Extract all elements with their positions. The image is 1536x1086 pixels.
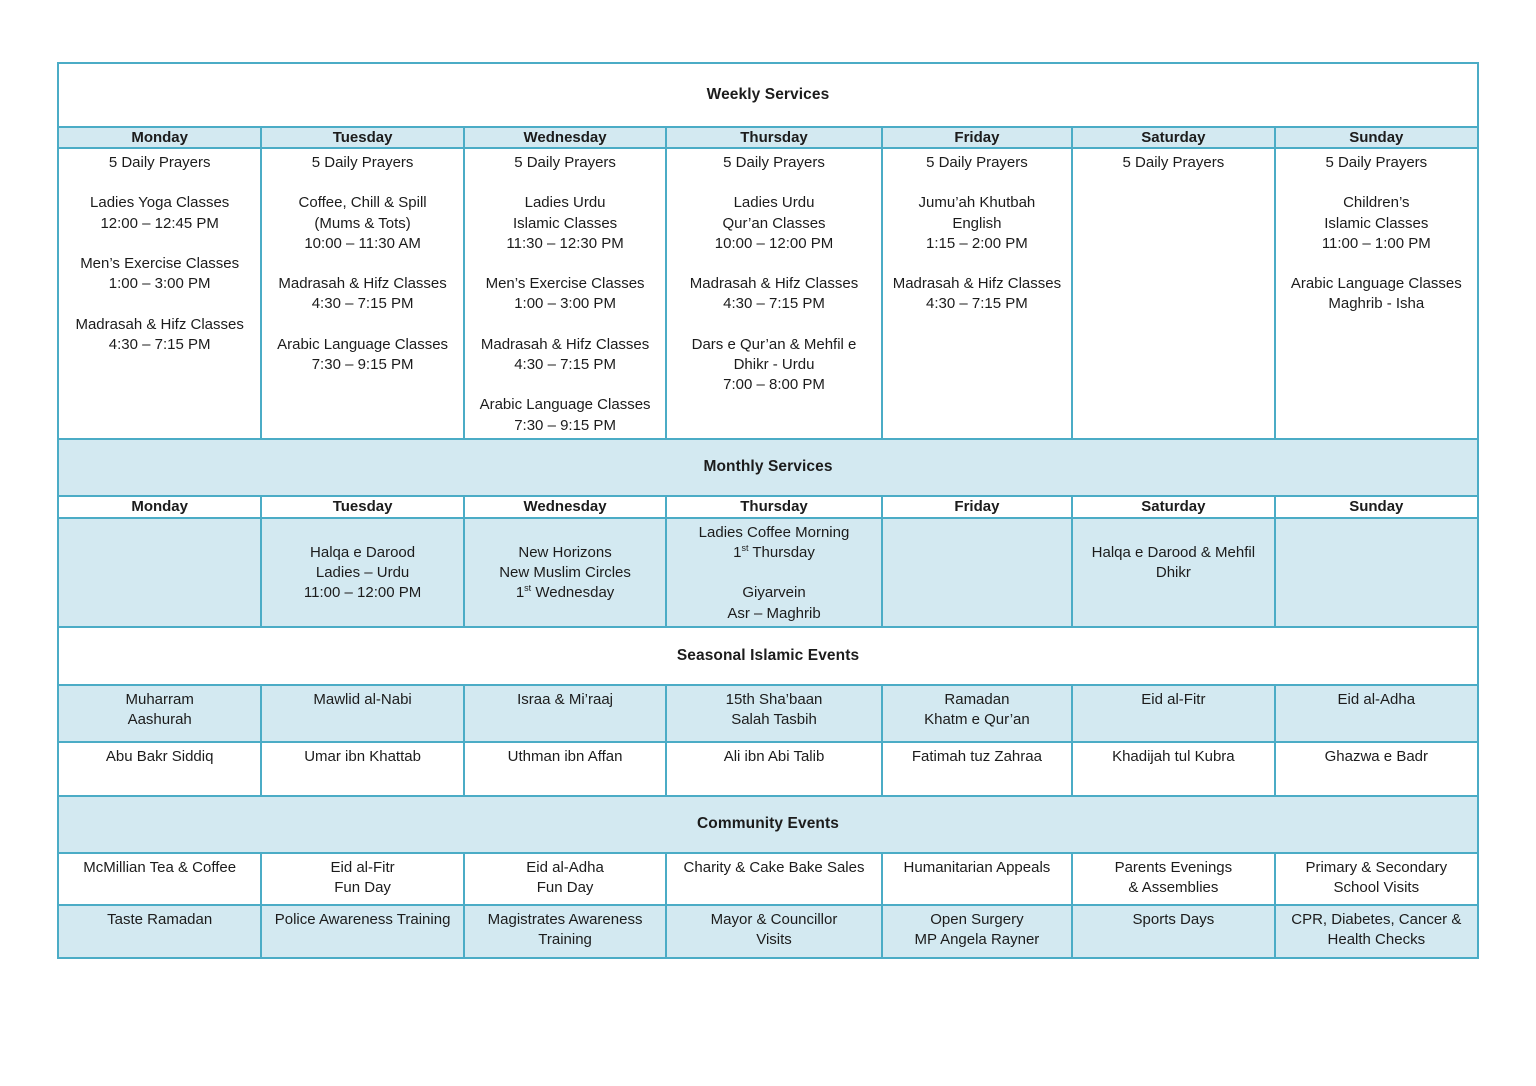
text-line: Mawlid al-Nabi xyxy=(313,690,412,708)
text-line: 4:30 – 7:15 PM xyxy=(723,295,825,313)
text-line xyxy=(63,294,256,314)
text-line: 7:30 – 9:15 PM xyxy=(311,356,414,374)
cell-tuesday xyxy=(260,743,462,795)
text-line: Arabic Language Classes xyxy=(479,396,651,414)
services-schedule-table xyxy=(57,62,1479,959)
content-row xyxy=(59,684,1477,741)
text-line: Islamic Classes xyxy=(1324,214,1429,232)
cell-wednesday xyxy=(463,519,665,626)
text-line: Halqa e Darood & Mehfil xyxy=(1091,544,1256,562)
text-line xyxy=(469,523,661,543)
text-line xyxy=(469,315,661,335)
text-line: 1:00 – 3:00 PM xyxy=(514,295,616,313)
text-line: Coffee, Chill & Spill xyxy=(298,194,427,212)
day-header-friday: Friday xyxy=(881,128,1071,147)
text-line xyxy=(887,173,1067,193)
text-line: 11:00 – 1:00 PM xyxy=(1321,234,1431,252)
text-line: Eid al-Adha xyxy=(1337,690,1416,708)
text-line: Uthman ibn Affan xyxy=(507,747,623,765)
cell-thursday xyxy=(665,906,880,957)
text-line: Halqa e Darood xyxy=(310,544,416,562)
text-line xyxy=(266,315,458,335)
text-line: 5 Daily Prayers xyxy=(1325,154,1428,171)
text-line: Magistrates Awareness xyxy=(487,910,643,928)
day-header-friday: Friday xyxy=(881,497,1071,517)
text-line: Muharram xyxy=(125,690,194,708)
text-line: Ramadan xyxy=(944,690,1010,708)
text-line: Health Checks xyxy=(1327,931,1426,949)
day-header-sunday: Sunday xyxy=(1274,497,1477,517)
text-line: Ladies Urdu xyxy=(733,194,815,212)
section-monthly-services xyxy=(59,438,1477,626)
cell-saturday xyxy=(1071,906,1273,957)
day-header-sunday: Sunday xyxy=(1274,128,1477,147)
text-line xyxy=(671,173,876,193)
cell-wednesday xyxy=(463,743,665,795)
cell-saturday xyxy=(1071,686,1273,741)
cell-wednesday xyxy=(463,149,665,438)
day-header-monday: Monday xyxy=(131,129,188,146)
text-line xyxy=(469,254,661,274)
text-line: Open Surgery xyxy=(930,910,1024,928)
text-line: Sports Days xyxy=(1132,910,1215,928)
day-header-tuesday: Tuesday xyxy=(260,497,462,517)
text-line: Children’s xyxy=(1343,194,1410,212)
cell-saturday xyxy=(1071,743,1273,795)
text-line: 11:00 – 12:00 PM xyxy=(303,584,422,602)
text-line xyxy=(266,523,458,543)
cell-sunday xyxy=(1274,149,1477,438)
section-title-seasonal-islamic-events: Seasonal Islamic Events xyxy=(59,626,1477,684)
text-line: Giyarvein xyxy=(742,584,806,602)
text-line: Ghazwa e Badr xyxy=(1324,747,1428,765)
text-line xyxy=(671,254,876,274)
text-line: Fun Day xyxy=(334,879,391,897)
day-header-row xyxy=(59,495,1477,517)
text-line: Fatimah tuz Zahraa xyxy=(911,747,1042,765)
text-line: Qur’an Classes xyxy=(722,214,826,232)
text-line: 4:30 – 7:15 PM xyxy=(311,295,414,313)
text-line: 4:30 – 7:15 PM xyxy=(514,356,616,374)
day-header-monday: Monday xyxy=(131,498,188,516)
text-line: 1st Wednesday xyxy=(515,583,615,602)
text-line: Khatm e Qur’an xyxy=(924,711,1030,729)
content-row xyxy=(59,517,1477,626)
text-line: Eid al-Fitr xyxy=(1141,690,1206,708)
text-line: Maghrib - Isha xyxy=(1328,295,1425,313)
cell-wednesday xyxy=(463,686,665,741)
text-line: 11:30 – 12:30 PM xyxy=(506,234,624,252)
text-line: 10:00 – 12:00 PM xyxy=(714,234,834,252)
text-line: Taste Ramadan xyxy=(107,910,213,928)
text-line: Primary & Secondary xyxy=(1305,858,1448,876)
section-community-events xyxy=(59,795,1477,957)
cell-monday xyxy=(59,906,260,957)
text-line: Abu Bakr Siddiq xyxy=(105,747,214,765)
text-line: Madrasah & Hifz Classes xyxy=(480,335,650,353)
day-header-wednesday: Wednesday xyxy=(463,128,665,147)
content-row xyxy=(59,852,1477,904)
text-line xyxy=(1280,254,1473,274)
cell-thursday xyxy=(665,854,880,904)
cell-monday xyxy=(59,854,260,904)
text-line xyxy=(887,254,1067,274)
text-line: 7:30 – 9:15 PM xyxy=(514,416,616,434)
text-line: New Muslim Circles xyxy=(499,564,631,582)
content-row xyxy=(59,904,1477,957)
cell-monday xyxy=(59,149,260,438)
text-line: New Horizons xyxy=(518,544,612,562)
text-line: 5 Daily Prayers xyxy=(514,154,616,171)
text-line: Jumu’ah Khutbah xyxy=(918,194,1036,212)
text-line: Police Awareness Training xyxy=(274,910,451,928)
text-line: Visits xyxy=(756,931,792,949)
text-line: 15th Sha’baan xyxy=(725,690,823,708)
cell-thursday xyxy=(665,149,880,438)
day-header-wednesday: Wednesday xyxy=(463,497,665,517)
text-line xyxy=(1280,173,1473,193)
day-header-saturday: Saturday xyxy=(1071,497,1273,517)
cell-tuesday xyxy=(260,906,462,957)
text-line: Ladies Urdu xyxy=(524,194,606,212)
text-line: 5 Daily Prayers xyxy=(926,154,1028,171)
text-line: 1st Thursday xyxy=(733,543,815,562)
text-line: Eid al-Fitr xyxy=(330,858,395,876)
text-line: Mayor & Councillor xyxy=(710,910,838,928)
cell-sunday xyxy=(1274,854,1477,904)
text-line: Ladies Coffee Morning xyxy=(698,523,850,541)
cell-thursday xyxy=(665,519,880,626)
text-line: 5 Daily Prayers xyxy=(108,154,211,171)
cell-sunday xyxy=(1274,686,1477,741)
text-line: Men’s Exercise Classes xyxy=(80,255,240,273)
text-line xyxy=(1077,523,1269,543)
text-line: School Visits xyxy=(1333,879,1420,897)
text-line: Salah Tasbih xyxy=(731,711,817,729)
cell-tuesday xyxy=(260,149,462,438)
cell-sunday xyxy=(1274,743,1477,795)
day-header-row xyxy=(59,126,1477,147)
cell-wednesday xyxy=(463,906,665,957)
cell-thursday xyxy=(665,743,880,795)
text-line: Dhikr xyxy=(1155,564,1191,582)
text-line: Ladies – Urdu xyxy=(315,564,410,582)
text-line: Eid al-Adha xyxy=(526,858,604,876)
cell-friday xyxy=(881,743,1071,795)
section-weekly-services xyxy=(59,64,1477,438)
text-line: 1:15 – 2:00 PM xyxy=(926,234,1028,252)
text-line: Madrasah & Hifz Classes xyxy=(689,275,859,293)
text-line: 1:00 – 3:00 PM xyxy=(108,275,211,293)
cell-friday xyxy=(881,854,1071,904)
text-line: (Mums & Tots) xyxy=(314,214,411,232)
text-line: 4:30 – 7:15 PM xyxy=(926,295,1028,313)
cell-saturday xyxy=(1071,149,1273,438)
text-line: Madrasah & Hifz Classes xyxy=(892,275,1062,293)
section-title-weekly-services: Weekly Services xyxy=(706,86,830,103)
text-line: Humanitarian Appeals xyxy=(903,858,1051,876)
cell-monday xyxy=(59,743,260,795)
text-line: Parents Evenings xyxy=(1114,858,1233,876)
text-line: 5 Daily Prayers xyxy=(723,154,825,171)
text-line: Asr – Maghrib xyxy=(727,604,821,622)
text-line xyxy=(671,315,876,335)
cell-wednesday xyxy=(463,854,665,904)
text-line: English xyxy=(952,214,1002,232)
cell-tuesday xyxy=(260,519,462,626)
day-header-tuesday: Tuesday xyxy=(260,128,462,147)
cell-saturday xyxy=(1071,854,1273,904)
text-line xyxy=(671,563,876,583)
text-line xyxy=(266,173,458,193)
section-title-community-events: Community Events xyxy=(59,795,1477,852)
cell-friday xyxy=(881,149,1071,438)
text-line: Men’s Exercise Classes xyxy=(485,275,645,293)
text-line: MP Angela Rayner xyxy=(914,931,1040,949)
cell-friday xyxy=(881,519,1071,626)
text-line: & Assemblies xyxy=(1128,879,1219,897)
cell-tuesday xyxy=(260,686,462,741)
text-line: 4:30 – 7:15 PM xyxy=(108,335,211,353)
text-line: Ali ibn Abi Talib xyxy=(723,747,825,765)
day-header-thursday: Thursday xyxy=(665,128,880,147)
text-line xyxy=(469,173,661,193)
text-line: Israa & Mi’raaj xyxy=(517,690,613,708)
cell-sunday xyxy=(1274,519,1477,626)
text-line xyxy=(266,254,458,274)
text-line: Madrasah & Hifz Classes xyxy=(278,275,447,293)
text-line: Aashurah xyxy=(127,711,192,729)
text-line: Arabic Language Classes xyxy=(1290,275,1462,293)
text-line: Madrasah & Hifz Classes xyxy=(75,315,244,333)
text-line: Arabic Language Classes xyxy=(277,335,449,353)
text-line: Charity & Cake Bake Sales xyxy=(683,858,865,876)
content-row xyxy=(59,741,1477,795)
text-line: Umar ibn Khattab xyxy=(304,747,421,765)
text-line: McMillian Tea & Coffee xyxy=(83,858,237,876)
text-line: 5 Daily Prayers xyxy=(1122,154,1225,171)
text-line: CPR, Diabetes, Cancer & xyxy=(1291,910,1462,928)
cell-saturday xyxy=(1071,519,1273,626)
text-line xyxy=(63,173,256,193)
day-header-saturday: Saturday xyxy=(1071,128,1273,147)
cell-monday xyxy=(59,686,260,741)
cell-tuesday xyxy=(260,854,462,904)
text-line: Ladies Yoga Classes xyxy=(90,194,230,212)
text-line: Fun Day xyxy=(536,879,594,897)
text-line: Dars e Qur’an & Mehfil e xyxy=(691,335,857,353)
text-line: 12:00 – 12:45 PM xyxy=(100,214,219,232)
cell-friday xyxy=(881,906,1071,957)
section-seasonal-islamic-events xyxy=(59,626,1477,795)
text-line: 10:00 – 11:30 AM xyxy=(304,234,421,252)
text-line: Dhikr - Urdu xyxy=(733,356,815,374)
cell-thursday xyxy=(665,686,880,741)
text-line: 5 Daily Prayers xyxy=(311,154,414,171)
text-line: Khadijah tul Kubra xyxy=(1112,747,1235,765)
text-line: Training xyxy=(538,931,592,949)
text-line xyxy=(469,375,661,395)
content-row xyxy=(59,147,1477,438)
text-line: Islamic Classes xyxy=(512,214,618,232)
text-line: 7:00 – 8:00 PM xyxy=(723,376,825,394)
cell-monday xyxy=(59,519,260,626)
cell-friday xyxy=(881,686,1071,741)
day-header-thursday: Thursday xyxy=(665,497,880,517)
text-line xyxy=(63,234,256,254)
cell-sunday xyxy=(1274,906,1477,957)
section-title-monthly-services: Monthly Services xyxy=(59,438,1477,495)
